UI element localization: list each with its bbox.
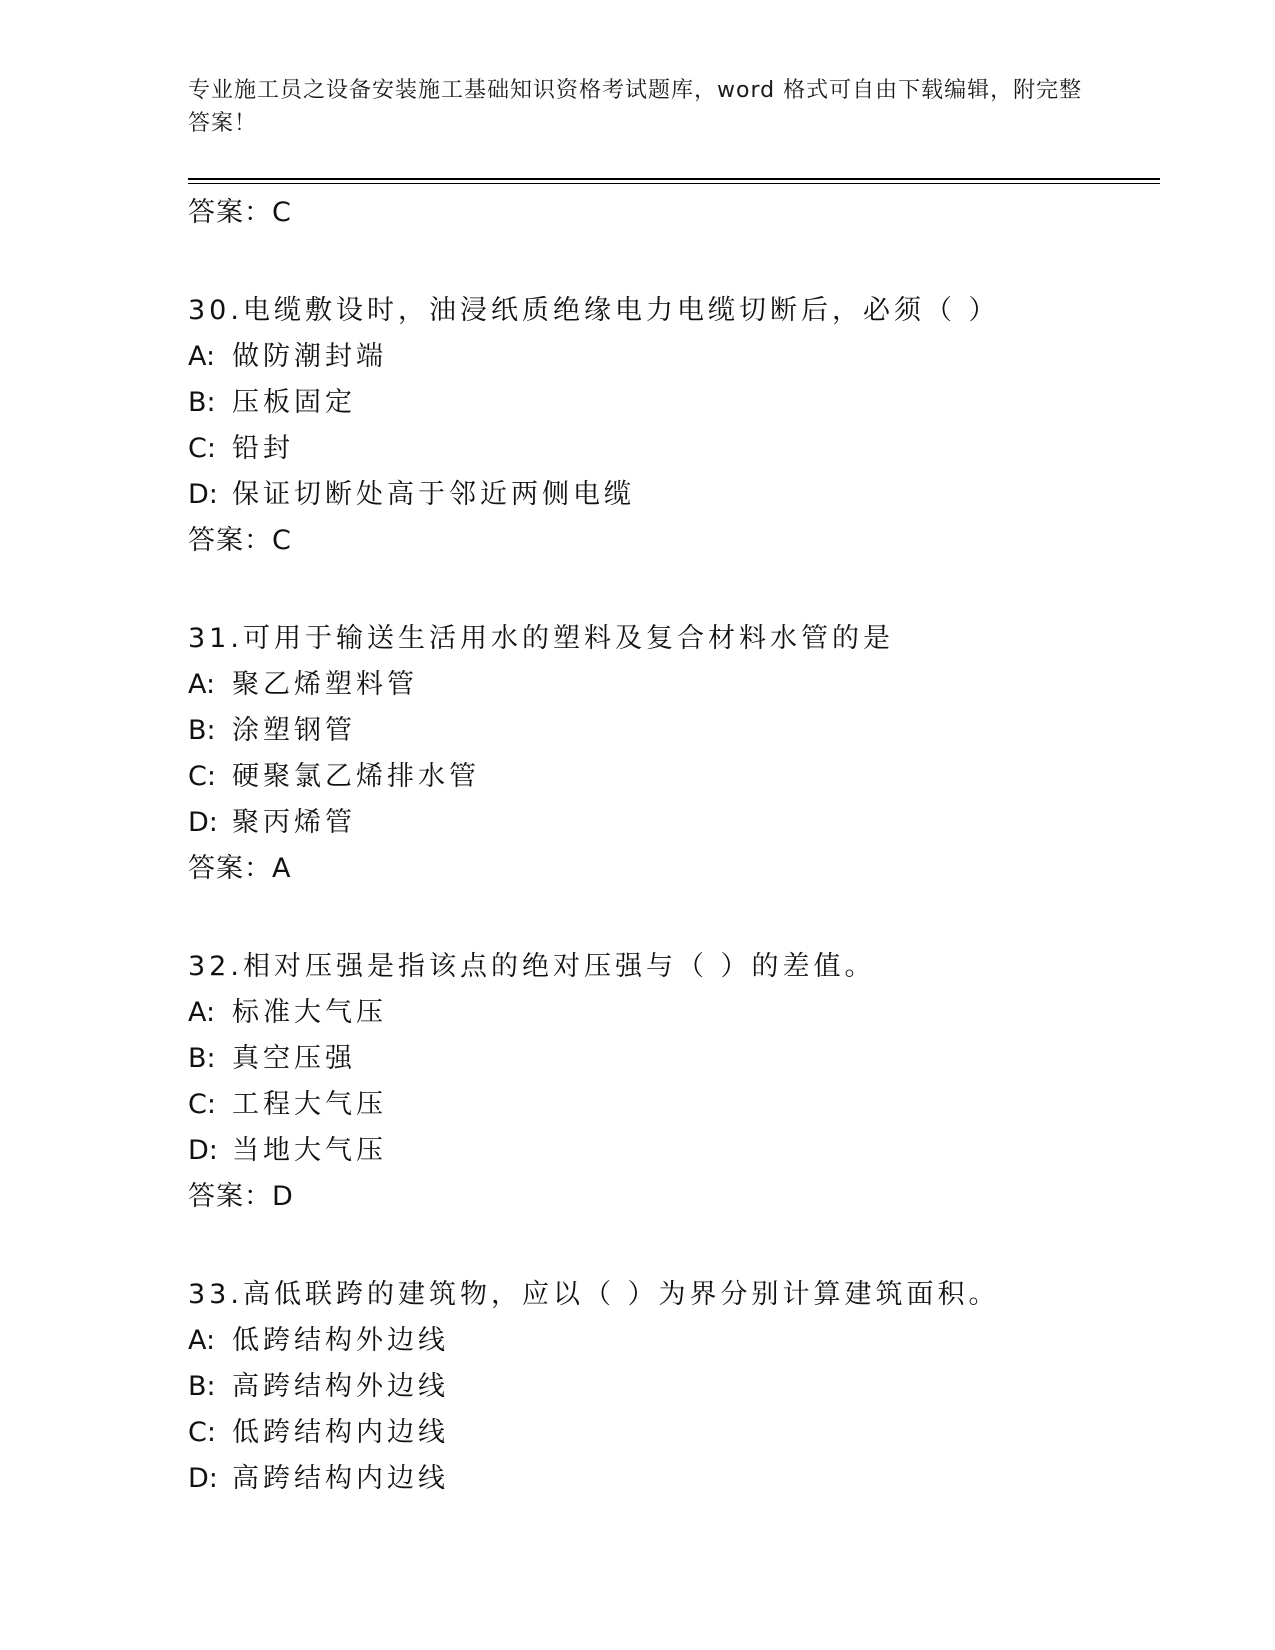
question-stem: 33.高低联跨的建筑物，应以（ ）为界分别计算建筑面积。 (188, 1279, 1000, 1310)
question-list (188, 190, 1148, 1502)
option-key: D: (188, 1463, 218, 1494)
option-text: 高跨结构外边线 (232, 1371, 449, 1402)
option-a (188, 334, 1148, 380)
option-key: D: (188, 807, 218, 838)
option-text: 高跨结构内边线 (232, 1463, 449, 1494)
option-text: 涂塑钢管 (232, 715, 356, 746)
option-text: 压板固定 (232, 387, 356, 418)
option-key: A: (188, 669, 216, 700)
answer-line: 答案：C (188, 197, 292, 228)
option-key: B: (188, 1043, 216, 1074)
answer-line: 答案：D (188, 1181, 294, 1212)
option-text: 聚乙烯塑料管 (232, 669, 418, 700)
option-c (188, 754, 1148, 800)
option-text: 工程大气压 (232, 1089, 387, 1120)
option-key: B: (188, 1371, 216, 1402)
question-stem: 31.可用于输送生活用水的塑料及复合材料水管的是 (188, 623, 894, 654)
option-text: 做防潮封端 (232, 341, 387, 372)
option-d (188, 800, 1148, 846)
option-key: C: (188, 1417, 216, 1448)
answer-line: 答案：C (188, 525, 292, 556)
option-text: 标准大气压 (232, 997, 387, 1028)
option-d (188, 1128, 1148, 1174)
option-a (188, 1318, 1148, 1364)
option-c (188, 1082, 1148, 1128)
question-block (188, 1272, 1148, 1502)
question-block (188, 288, 1148, 564)
question-block (188, 616, 1148, 892)
option-key: B: (188, 387, 216, 418)
option-b (188, 708, 1148, 754)
option-d (188, 1456, 1148, 1502)
header-divider-thick (188, 178, 1160, 180)
option-key: A: (188, 1325, 216, 1356)
option-text: 真空压强 (232, 1043, 356, 1074)
option-b (188, 380, 1148, 426)
header-text: 专业施工员之设备安装施工基础知识资格考试题库，word 格式可自由下载编辑，附完整答案！ (188, 78, 1083, 136)
option-c (188, 426, 1148, 472)
option-key: B: (188, 715, 216, 746)
option-b (188, 1364, 1148, 1410)
question-stem: 30.电缆敷设时，油浸纸质绝缘电力电缆切断后，必须（ ） (188, 295, 1000, 326)
option-key: C: (188, 433, 216, 464)
option-text: 硬聚氯乙烯排水管 (232, 761, 480, 792)
option-b (188, 1036, 1148, 1082)
question-block (188, 944, 1148, 1220)
question-stem: 32.相对压强是指该点的绝对压强与（ ）的差值。 (188, 951, 876, 982)
option-text: 当地大气压 (232, 1135, 387, 1166)
option-c (188, 1410, 1148, 1456)
option-text: 低跨结构外边线 (232, 1325, 449, 1356)
option-key: D: (188, 479, 218, 510)
option-text: 铅封 (232, 433, 294, 464)
option-text: 聚丙烯管 (232, 807, 356, 838)
option-a (188, 990, 1148, 1036)
header-divider-thin (188, 183, 1160, 184)
option-key: D: (188, 1135, 218, 1166)
document-header (188, 74, 1088, 140)
option-text: 保证切断处高于邻近两侧电缆 (232, 479, 635, 510)
option-a (188, 662, 1148, 708)
option-d (188, 472, 1148, 518)
option-key: A: (188, 997, 216, 1028)
option-key: C: (188, 761, 216, 792)
answer-line: 答案：A (188, 853, 292, 884)
option-key: C: (188, 1089, 216, 1120)
option-text: 低跨结构内边线 (232, 1417, 449, 1448)
option-key: A: (188, 341, 216, 372)
